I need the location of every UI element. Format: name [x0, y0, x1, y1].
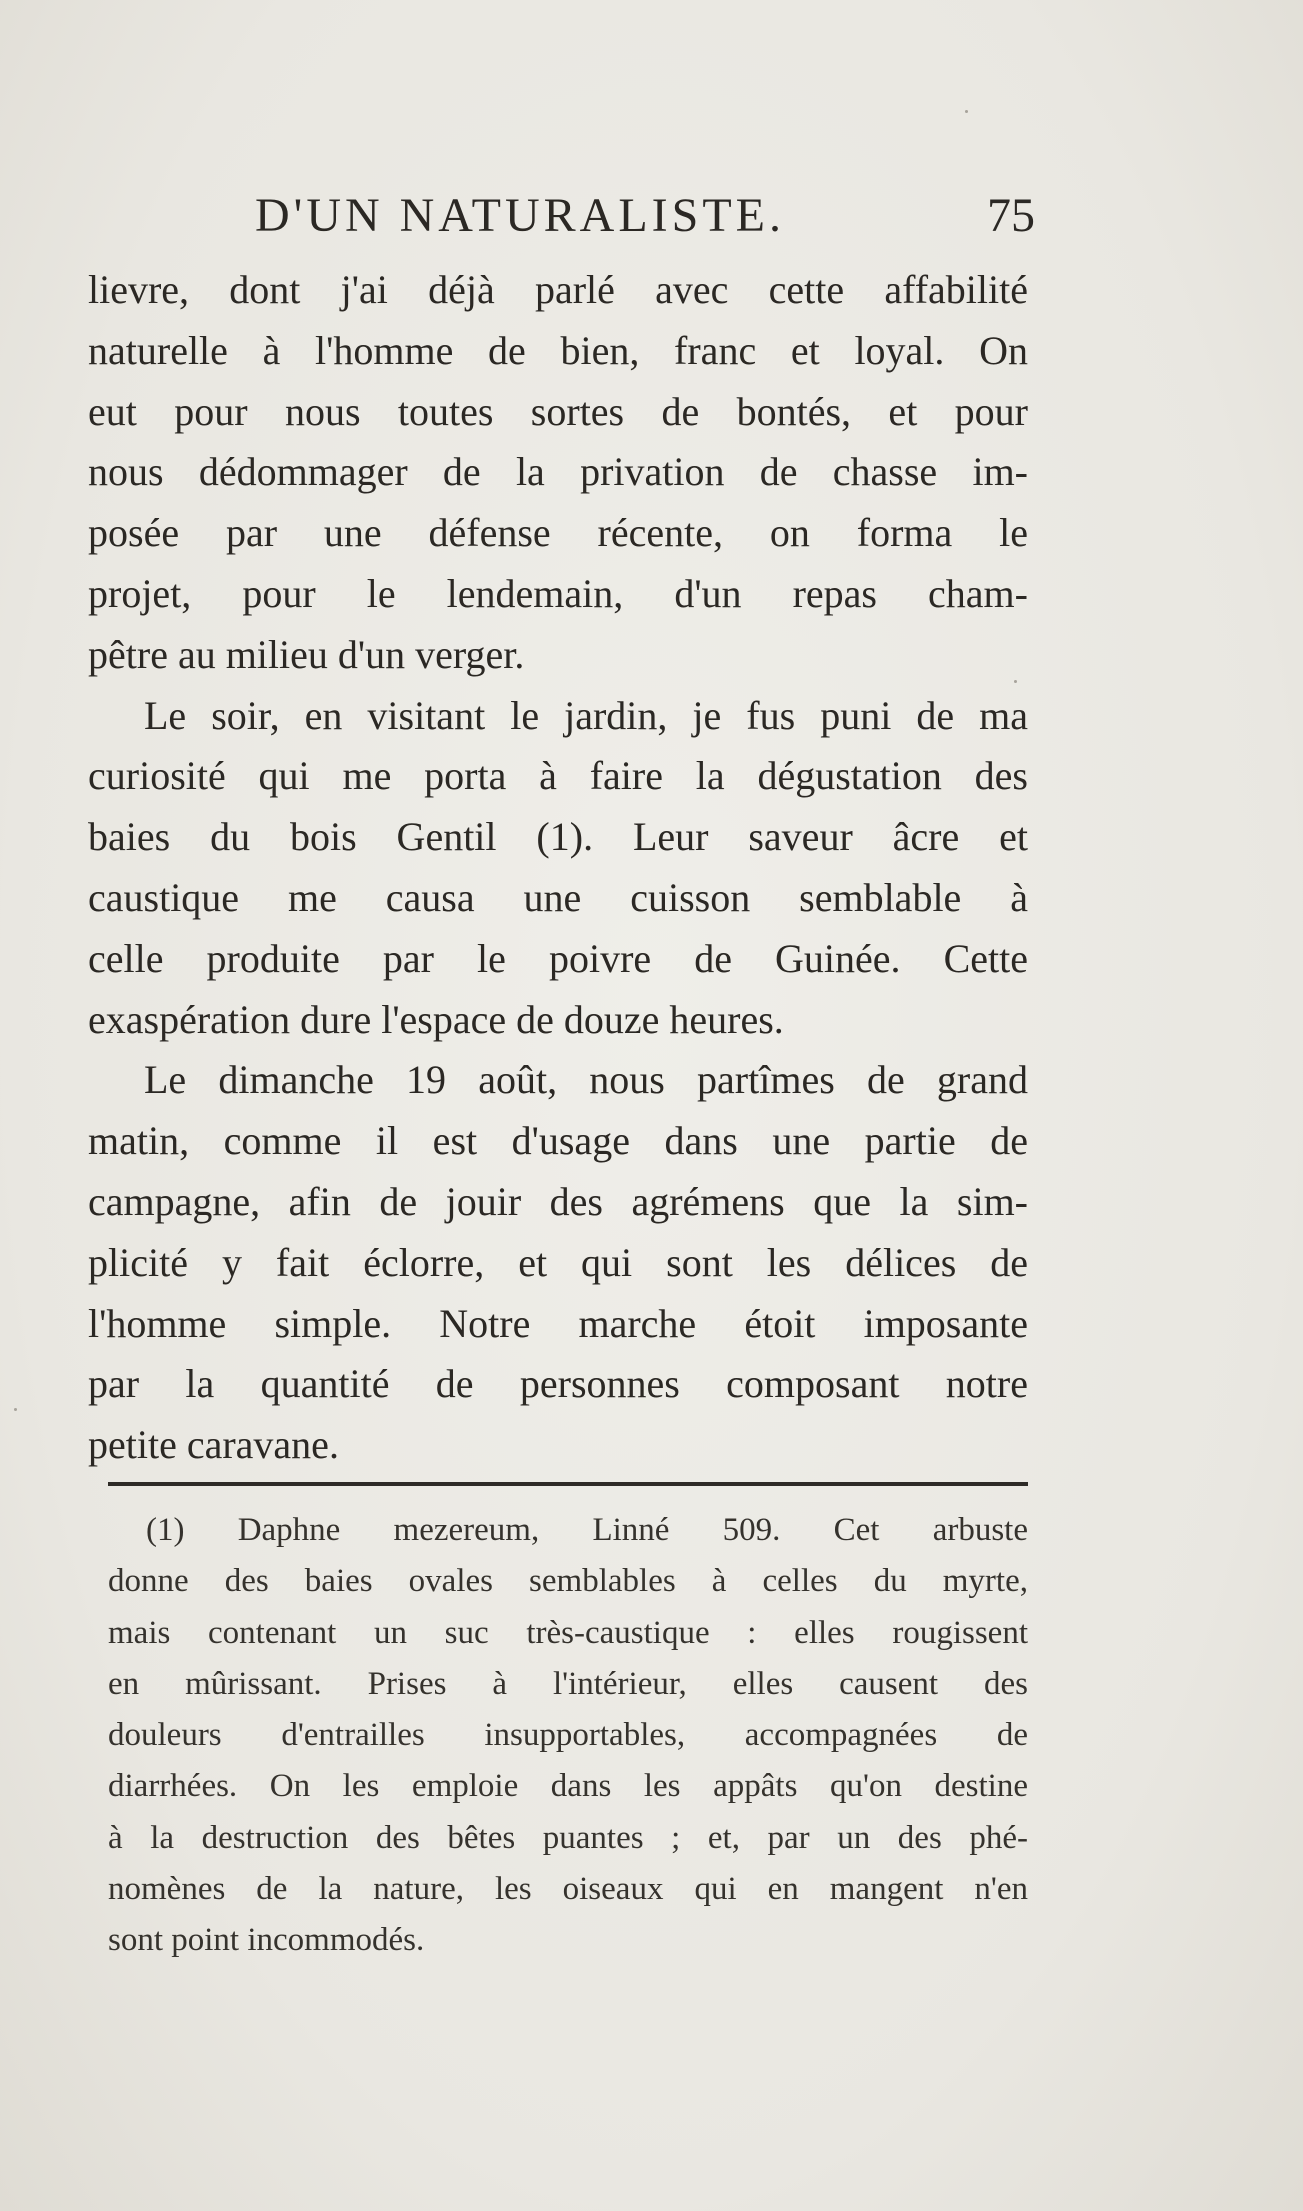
footnote-rule [108, 1482, 1028, 1486]
footnote-line: nomènes de la nature, les oiseaux qui en mangent n'en [108, 1871, 1028, 1908]
text-line: exaspération dure l'espace de douze heures. [88, 996, 784, 1042]
text-line: par la quantité de personnes composant notre [88, 1361, 1028, 1407]
text-line: caustique me causa une cuisson semblable à [88, 874, 1028, 920]
paper-speck [14, 1408, 17, 1411]
footnote-line: (1) Daphne mezereum, Linné 509. Cet arbuste [146, 1512, 1028, 1548]
footnote [108, 1505, 1028, 1967]
footnote-line: mais contenant un suc très-caustique : elles rougissent [108, 1614, 1028, 1651]
text-line: nous dédommager de la privation de chasse im- [88, 449, 1028, 495]
text-line: curiosité qui me porta à faire la dégustation des [88, 753, 1028, 799]
footnote-line: donne des baies ovales semblables à celles du myrte, [108, 1563, 1028, 1600]
paper-speck [1014, 680, 1017, 683]
main-text [88, 260, 1028, 1476]
text-line: Le dimanche 19 août, nous partîmes de grand [144, 1057, 1028, 1103]
text-line: naturelle à l'homme de bien, franc et loyal. On [88, 327, 1028, 373]
footnote-line: douleurs d'entrailles insupportables, accompagnées de [108, 1717, 1028, 1754]
page-number: 75 [987, 189, 1035, 242]
text-line: eut pour nous toutes sortes de bontés, et pour [88, 388, 1028, 434]
text-line: pêtre au milieu d'un verger. [88, 631, 525, 677]
footnote-line: à la destruction des bêtes puantes ; et, par un des phé- [108, 1819, 1028, 1856]
text-line: baies du bois Gentil (1). Leur saveur âcre et [88, 814, 1028, 860]
text-line: plicité y fait éclorre, et qui sont les délices de [88, 1239, 1028, 1285]
text-line: matin, comme il est d'usage dans une partie de [88, 1118, 1028, 1164]
text-line: posée par une défense récente, on forma le [88, 510, 1028, 556]
footnote-line: diarrhées. On les emploie dans les appâts qu'on destine [108, 1768, 1028, 1805]
text-line: petite caravane. [88, 1422, 339, 1468]
text-line: lievre, dont j'ai déjà parlé avec cette affabilité [88, 267, 1028, 312]
footnote-line: sont point incommodés. [108, 1922, 425, 1959]
footnote-line: en mûrissant. Prises à l'intérieur, elles causent des [108, 1665, 1028, 1702]
page-header [255, 188, 1035, 258]
text-line: projet, pour le lendemain, d'un repas cham- [88, 570, 1028, 616]
paper-speck [965, 110, 968, 113]
text-line: Le soir, en visitant le jardin, je fus puni de ma [144, 692, 1028, 738]
text-line: celle produite par le poivre de Guinée. Cette [88, 935, 1028, 981]
running-title: D'UN NATURALISTE. [255, 189, 785, 242]
text-line: campagne, afin de jouir des agrémens que la sim- [88, 1178, 1028, 1224]
text-line: l'homme simple. Notre marche étoit imposante [88, 1300, 1028, 1346]
